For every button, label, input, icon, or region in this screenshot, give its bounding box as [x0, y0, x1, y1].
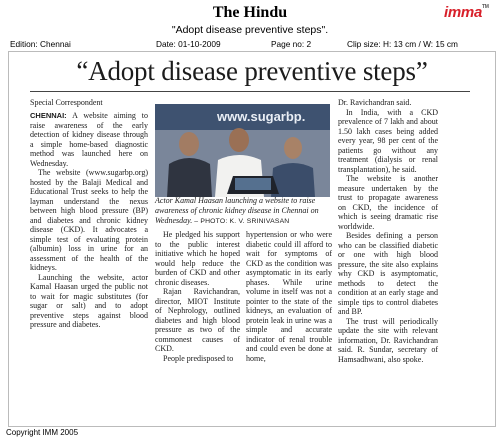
clip-headline: "Adopt disease preventive steps".: [171, 24, 329, 36]
article-column-2: [155, 230, 240, 363]
article-column-4: [338, 98, 438, 364]
page-number-label: Page no: 2: [271, 39, 312, 49]
imma-logo: [444, 4, 489, 21]
clip-size-label: Clip size: H: 13 cm / W: 15 cm: [347, 39, 458, 49]
byline: Special Correspondent: [30, 98, 103, 107]
article-photo: [155, 104, 330, 197]
dateline: CHENNAI:: [30, 111, 67, 120]
publication-name: The Hindu: [212, 4, 288, 21]
paragraph: CHENNAI: A website aiming to raise awareness of the early detection of kidney disease through a simple home-based diagnostic method was launched here on Wednesday.: [30, 111, 148, 168]
trademark-mark: TM: [482, 4, 489, 10]
logo-text: imma: [444, 4, 482, 21]
paragraph: Dr. Ravichandran said.: [338, 98, 412, 107]
photo-caption: [155, 196, 330, 227]
paragraph: In India, with a CKD prevalence of 7 lakh and about 1.50 lakh cases being added every year, 98 per cent of the patients go without any treatment (dialysis or renal transplantation), he said.: [338, 107, 438, 174]
paragraph: He pledged his support to the public interest initiative which he hoped would help reduce the burden of CKD and other chronic diseases.: [155, 230, 240, 287]
photo-credit: – PHOTO: K. V. SRINIVASAN: [194, 218, 290, 225]
article-column-3: [246, 230, 332, 363]
caption-text: Actor Kamal Haasan launching a website to raise awareness of chronic kidney disease in Chennai on Wednesday.: [155, 196, 319, 225]
banner-text: www.sugarbp.: [217, 109, 306, 124]
date-label: Date: 01-10-2009: [156, 39, 221, 49]
paragraph: The trust will periodically update the site with relevant information, Dr. Ravichandran said. R. Sundar, secretary of Hamsadhwani, also spoke.: [338, 316, 438, 364]
paragraph: The website (www.sugarbp.org) hosted by the Balaji Medical and Educational Trust seeks to help the layman understand the nexus between high blood pressure (BP) and diabetes and chronic kidney disease (CKD). It advocates a simple test of evaluating protein (albumin) loss in urine for an assessment of the health of the kidneys.: [30, 168, 148, 272]
edition-label: Edition: Chennai: [10, 39, 71, 49]
article-column-1: [30, 111, 148, 330]
paragraph: People predisposed to: [163, 353, 234, 363]
paragraph: The website is another measure undertaken by the trust to propagate awareness on CKD, the incidence of which is seeing dramatic rise worldwide.: [338, 174, 438, 231]
article-title: “Adopt disease preventive steps”: [76, 56, 428, 86]
paragraph: Besides defining a person who can be classified diabetic or one with high blood pressure, the site also explains why CKD is asymptomatic, methods to detect the condition at an early stage and simple tips to control diabetes and BP.: [338, 231, 438, 316]
copyright-notice: Copyright IMM 2005: [6, 428, 79, 437]
paragraph: Launching the website, actor Kamal Haasan urged the public not to wait for magic substitutes (for sugar or salt) and to adopt preventive steps against blood pressure and diabetes.: [30, 272, 148, 329]
paragraph: Rajan Ravichandran, director, MIOT Institute of Nephrology, outlined diabetes and high blood pressure as two of the commonest causes of CKD.: [155, 287, 240, 353]
paragraph: hypertension or who were diabetic could ill afford to wait for symptoms of CKD as the condition was asymptomatic in its early phases. While urine volume in itself was not a pointer to the state of the kidneys, an evaluation of protein leak in urine was a simple and accurate indicator of renal trouble and could even be done at home,: [246, 230, 332, 363]
title-rule: [30, 91, 470, 92]
